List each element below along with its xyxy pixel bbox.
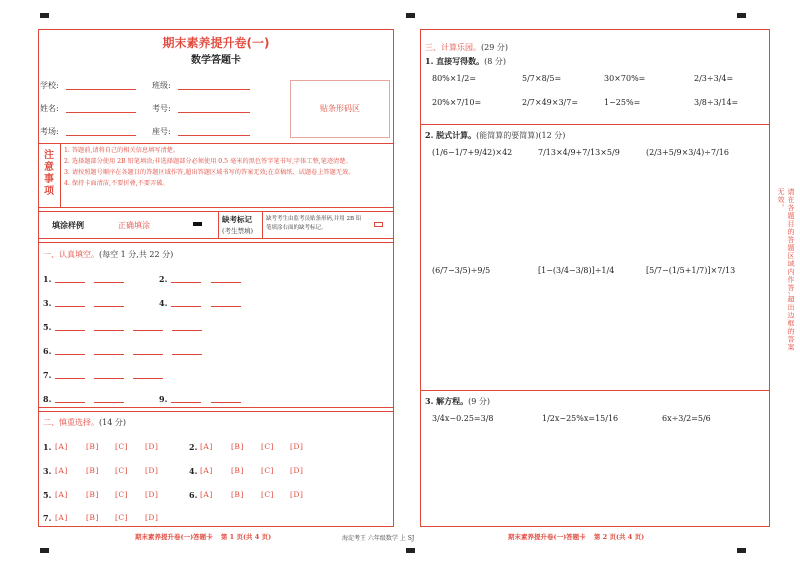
section2-header	[43, 417, 126, 428]
equation-item: 3/4x−0.25=3/8	[432, 414, 494, 423]
name-label: 姓名:	[40, 104, 59, 113]
mental-calc-item: 5/7×8/5=	[522, 74, 562, 83]
choice-option-a[interactable]: [A]	[55, 490, 68, 499]
stepwise-calc-item: (6/7−3/5)÷9/5	[432, 266, 491, 275]
q2-score: (12 分)	[538, 131, 566, 140]
equation-item: 6x÷3/2=5/6	[662, 414, 711, 423]
choice-q1-number: 1.	[43, 442, 52, 452]
choice-option-a[interactable]: [A]	[200, 442, 213, 451]
fill-blank[interactable]	[211, 282, 241, 283]
fill-blank[interactable]	[133, 378, 163, 379]
absent-mark-sub: (考生禁填)	[222, 227, 254, 235]
fill-blank[interactable]	[211, 402, 241, 403]
fill-blank[interactable]	[55, 378, 85, 379]
choice-q2-number: 2.	[189, 442, 198, 452]
page-subtitle: 数学答题卡	[191, 55, 241, 66]
choice-option-d[interactable]: [D]	[145, 490, 159, 499]
registration-mark	[406, 548, 415, 553]
left-footer	[135, 532, 271, 541]
fill-q9-number: 9.	[159, 394, 168, 404]
q1-header	[425, 56, 506, 67]
choice-option-b[interactable]: [B]	[231, 490, 244, 499]
section2-title: 二、慎重选择。	[43, 418, 99, 427]
q2-top-border	[420, 124, 770, 125]
fill-blank[interactable]	[171, 402, 201, 403]
choice-option-b[interactable]: [B]	[86, 513, 99, 522]
registration-mark	[737, 13, 746, 18]
left-footer-page: 第 1 页(共 4 页)	[220, 533, 272, 541]
fill-q1-number: 1.	[43, 274, 52, 284]
notice-heading-char: 事	[44, 174, 54, 185]
fill-q4-number: 4.	[159, 298, 168, 308]
registration-mark	[40, 13, 49, 18]
q2-header	[425, 130, 565, 141]
stepwise-calc-item: (1/6−1/7+9/42)×42	[432, 148, 513, 157]
absent-checkbox[interactable]	[374, 222, 383, 227]
choice-option-a[interactable]: [A]	[200, 490, 213, 499]
q3-top-border	[420, 390, 770, 391]
fill-blank[interactable]	[94, 306, 124, 307]
exam-no-label: 考号:	[152, 104, 171, 113]
choice-option-c[interactable]: [C]	[115, 513, 129, 522]
section3-score: (29 分)	[481, 43, 508, 52]
fill-blank[interactable]	[94, 378, 124, 379]
fill-q5-number: 5.	[43, 322, 52, 332]
seat-field[interactable]	[178, 135, 250, 136]
choice-option-b[interactable]: [B]	[86, 442, 99, 451]
fill-blank[interactable]	[94, 330, 124, 331]
notice-divider	[60, 143, 61, 208]
fill-blank[interactable]	[94, 354, 124, 355]
fill-blank[interactable]	[94, 402, 124, 403]
fill-blank[interactable]	[55, 306, 85, 307]
fill-blank[interactable]	[55, 402, 85, 403]
choice-option-d[interactable]: [D]	[290, 490, 304, 499]
fill-example-label: 填涂样例	[52, 220, 84, 230]
notice-item: 1. 答题前,请将自己的相关信息填写清楚。	[64, 147, 180, 154]
room-label: 考场:	[40, 127, 59, 136]
q3-score: (9 分)	[468, 397, 491, 406]
notice-item: 3. 请按照题号顺序在各题目的答题区域作答,超出答题区域书写的答案无效;在草稿纸、试题卷上答题无效。	[64, 169, 355, 176]
choice-q3-number: 3.	[43, 466, 52, 476]
filled-mark-sample	[193, 222, 202, 226]
fill-blank[interactable]	[171, 282, 201, 283]
notice-heading-char: 项	[44, 186, 54, 197]
fill-blank[interactable]	[133, 354, 163, 355]
section1-header	[43, 249, 173, 260]
fill-example-divider	[218, 211, 219, 239]
choice-option-d[interactable]: [D]	[290, 442, 304, 451]
registration-mark	[40, 548, 49, 553]
choice-option-a[interactable]: [A]	[55, 466, 68, 475]
school-label: 学校:	[40, 81, 59, 90]
choice-q5-number: 5.	[43, 490, 52, 500]
choice-option-c[interactable]: [C]	[115, 442, 129, 451]
stepwise-calc-item: [5/7−(1/5+1/7)]×7/13	[646, 266, 736, 275]
mental-calc-item: 80%×1/2=	[432, 74, 477, 83]
notice-heading-char: 意	[44, 162, 54, 173]
choice-option-d[interactable]: [D]	[145, 442, 159, 451]
correct-fill-label: 正确填涂	[118, 221, 150, 230]
barcode-label: 贴条形码区	[320, 104, 360, 113]
section3-title: 三、计算乐园。	[425, 43, 481, 52]
notice-heading-char: 注	[44, 150, 54, 161]
mental-calc-item: 2/7×49×3/7=	[522, 98, 579, 107]
class-label: 班级:	[152, 81, 171, 90]
fill-q8-number: 8.	[43, 394, 52, 404]
absent-mark-label: 缺考标记	[222, 215, 252, 224]
fill-example-divider	[262, 211, 263, 239]
choice-q6-number: 6.	[189, 490, 198, 500]
section2-top-border	[38, 411, 394, 412]
choice-option-b[interactable]: [B]	[86, 490, 99, 499]
mental-calc-item: 1−25%=	[604, 98, 641, 107]
stepwise-calc-item: (2/3+5/9×3/4)÷7/16	[646, 148, 729, 157]
right-footer-title: 期末素养提升卷(一)答题卡	[508, 533, 586, 541]
choice-option-c[interactable]: [C]	[261, 490, 275, 499]
fill-blank[interactable]	[55, 330, 85, 331]
fill-blank[interactable]	[171, 306, 201, 307]
mental-calc-item: 2/3÷3/4=	[694, 74, 734, 83]
choice-option-b[interactable]: [B]	[86, 466, 99, 475]
notice-heading	[43, 150, 55, 198]
side-instruction: 请在各题目的答题区域内作答,超出边框的答案无效。	[777, 188, 795, 352]
seat-label: 座号:	[152, 127, 171, 136]
class-field[interactable]	[178, 89, 250, 90]
q1-title: 1. 直接写得数。	[425, 56, 485, 66]
notice-list	[64, 145, 390, 189]
choice-q4-number: 4.	[189, 466, 198, 476]
choice-option-a[interactable]: [A]	[200, 466, 213, 475]
name-field[interactable]	[66, 112, 136, 113]
q3-title: 3. 解方程。	[425, 396, 469, 406]
page-title: 期末素养提升卷(一)	[162, 36, 270, 50]
section1-box	[38, 242, 394, 408]
barcode-area	[290, 80, 390, 138]
choice-option-d[interactable]: [D]	[145, 466, 159, 475]
right-footer	[508, 532, 644, 541]
choice-option-c[interactable]: [C]	[115, 490, 129, 499]
choice-option-c[interactable]: [C]	[261, 442, 275, 451]
section2-score: (14 分)	[99, 418, 126, 427]
fill-blank[interactable]	[55, 282, 85, 283]
choice-option-c[interactable]: [C]	[115, 466, 129, 475]
exam-no-field[interactable]	[178, 112, 250, 113]
left-footer-title: 期末素养提升卷(一)答题卡	[135, 533, 213, 541]
registration-mark	[737, 548, 746, 553]
section3-header	[425, 42, 508, 53]
fill-blank[interactable]	[94, 282, 124, 283]
fill-blank[interactable]	[172, 330, 202, 331]
fill-q6-number: 6.	[43, 346, 52, 356]
fill-q3-number: 3.	[43, 298, 52, 308]
equation-item: 1/2x−25%x=15/16	[542, 414, 619, 423]
registration-mark	[406, 13, 415, 18]
mental-calc-item: 20%×7/10=	[432, 98, 482, 107]
choice-option-b[interactable]: [B]	[231, 466, 244, 475]
right-footer-page: 第 2 页(共 4 页)	[593, 533, 645, 541]
q2-note: (能简算的要简算)	[476, 131, 539, 140]
choice-option-d[interactable]: [D]	[145, 513, 159, 522]
section1-title: 一、认真填空。	[43, 250, 99, 259]
choice-option-c[interactable]: [C]	[261, 466, 275, 475]
fill-q2-number: 2.	[159, 274, 168, 284]
middle-footer: 海淀考王 六年级数学 上 SJ	[342, 535, 415, 542]
absent-note: 缺考考生由监考员贴条形码,并用 2B 铅笔填涂右面的缺考标记。	[266, 216, 362, 231]
stepwise-calc-item: [1−(3/4−3/8)]÷1/4	[538, 266, 615, 275]
choice-option-d[interactable]: [D]	[290, 466, 304, 475]
section1-score: (每空 1 分,共 22 分)	[99, 250, 174, 259]
q3-header	[425, 396, 490, 407]
choice-option-a[interactable]: [A]	[55, 513, 68, 522]
q1-score: (8 分)	[484, 57, 507, 66]
fill-q7-number: 7.	[43, 370, 52, 380]
choice-option-a[interactable]: [A]	[55, 442, 68, 451]
room-field[interactable]	[66, 135, 136, 136]
choice-q7-number: 7.	[43, 513, 52, 523]
stepwise-calc-item: 7/13×4/9+7/13×5/9	[538, 148, 620, 157]
fill-blank[interactable]	[55, 354, 85, 355]
school-field[interactable]	[66, 89, 136, 90]
q2-title: 2. 脱式计算。	[425, 130, 477, 140]
notice-item: 4. 保持卡面清洁,不要折叠,不要弄破。	[64, 180, 169, 187]
choice-option-b[interactable]: [B]	[231, 442, 244, 451]
fill-blank[interactable]	[172, 354, 202, 355]
mental-calc-item: 30×70%=	[604, 74, 646, 83]
notice-item: 2. 选择题部分使用 2B 铅笔填涂;非选择题部分必须使用 0.5 毫米的黑色签字笔书写,字体工整,笔迹清楚。	[64, 158, 352, 165]
fill-blank[interactable]	[133, 330, 163, 331]
mental-calc-item: 3/8÷3/14=	[694, 98, 739, 107]
fill-blank[interactable]	[211, 306, 241, 307]
